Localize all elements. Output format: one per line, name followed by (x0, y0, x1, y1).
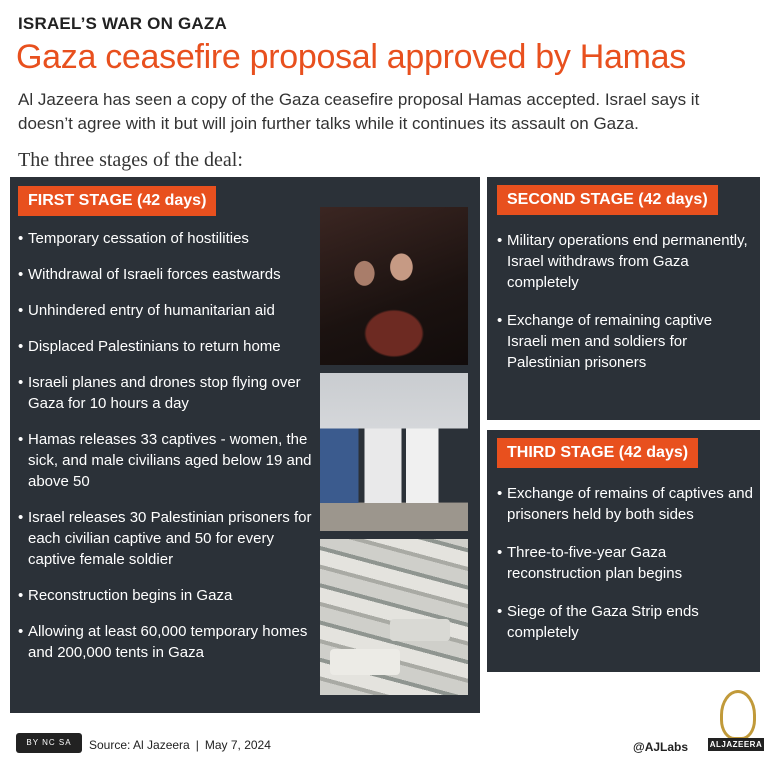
second-stage-badge: SECOND STAGE (42 days) (497, 185, 718, 215)
list-item: • Unhindered entry of humanitarian aid (18, 300, 316, 321)
stages-subhead: The three stages of the deal: (18, 149, 243, 171)
section-kicker: ISRAEL’S WAR ON GAZA (18, 14, 227, 33)
list-item: • Allowing at least 60,000 temporary homes and 200,000 tents in Gaza (18, 621, 316, 663)
list-item: • Displaced Palestinians to return home (18, 336, 316, 357)
list-item: • Siege of the Gaza Strip ends completely (497, 601, 755, 643)
second-stage-list (497, 230, 755, 390)
first-stage-badge: FIRST STAGE (42 days) (18, 186, 216, 216)
social-handle: @AJLabs (633, 740, 689, 754)
list-item: • Military operations end permanently, Israel withdraws from Gaza completely (497, 230, 755, 293)
list-item: • Three-to-five-year Gaza reconstruction plan begins (497, 542, 755, 584)
list-item: • Temporary cessation of hostilities (18, 228, 316, 249)
first-stage-list (18, 228, 316, 678)
list-item: • Withdrawal of Israeli forces eastwards (18, 264, 316, 285)
logo-wordmark: ALJAZEERA (709, 740, 763, 749)
source-separator: | (195, 738, 199, 752)
creative-commons-icon: BY NC SA (16, 733, 82, 753)
standfirst: Al Jazeera has seen a copy of the Gaza ceasefire proposal Hamas accepted. Israel says it doesn’t agree with it but will join further talks while it continues its assault on Gaza. (18, 90, 700, 133)
logo-mark-icon (720, 690, 756, 740)
publish-date: May 7, 2024 (204, 738, 271, 752)
source-label: Source: Al Jazeera (89, 738, 190, 752)
source-line (89, 738, 271, 752)
aljazeera-logo-icon (709, 690, 763, 756)
list-item: • Israeli planes and drones stop flying over Gaza for 10 hours a day (18, 372, 316, 414)
third-stage-badge: THIRD STAGE (42 days) (497, 438, 698, 468)
list-item: • Exchange of remaining captive Israeli men and soldiers for Palestinian prisoners (497, 310, 755, 373)
photo-tent-camp (320, 539, 468, 695)
photo-aid-trucks (320, 373, 468, 531)
third-stage-panel (487, 430, 760, 672)
list-item: • Hamas releases 33 captives - women, the sick, and male civilians aged below 19 and above 50 (18, 429, 316, 492)
third-stage-list (497, 483, 755, 660)
headline: Gaza ceasefire proposal approved by Hamas (16, 38, 686, 76)
list-item: • Israel releases 30 Palestinian prisoners for each civilian captive and 50 for every captive female soldier (18, 507, 316, 570)
photo-embracing-people (320, 207, 468, 365)
second-stage-panel (487, 177, 760, 420)
list-item: • Reconstruction begins in Gaza (18, 585, 316, 606)
list-item: • Exchange of remains of captives and prisoners held by both sides (497, 483, 755, 525)
first-stage-panel (10, 177, 480, 713)
